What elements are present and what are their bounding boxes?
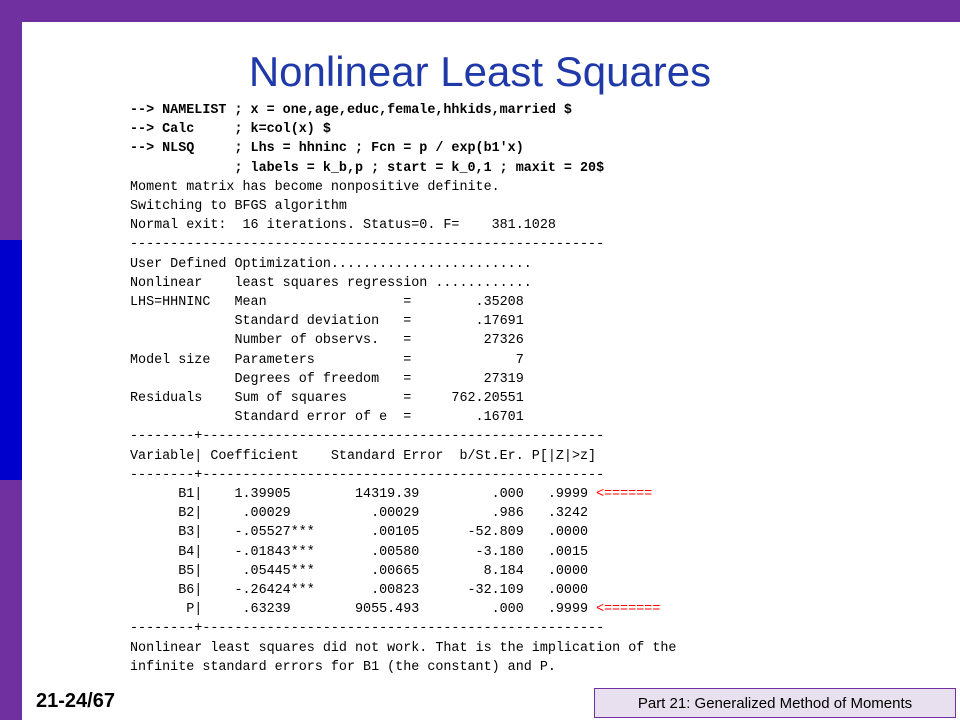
summary-line: Number of observs. = 27326: [130, 333, 524, 349]
summary-line: LHS=HHNINC Mean = .35208: [130, 295, 524, 311]
table-row: [130, 545, 588, 560]
footer-label: Part 21: Generalized Method of Moments: [594, 688, 956, 718]
command-line: ; labels = k_b,p ; start = k_0,1 ; maxit = 20$: [130, 160, 605, 176]
table-row: [130, 564, 588, 579]
table-separator: --------+--------------------------------------------------: [130, 429, 605, 445]
summary-line: Residuals Sum of squares = 762.20551: [130, 391, 524, 407]
command-line: --> NAMELIST ; x = one,age,educ,female,hhkids,married $: [130, 103, 572, 118]
table-row: [130, 583, 588, 598]
table-row-text: B2| .00029 .00029 .986 .3242: [130, 506, 589, 522]
conclusion-line: Nonlinear least squares did not work. That is the implication of the: [130, 640, 677, 656]
table-row: [130, 506, 588, 521]
top-accent-bar: [0, 0, 960, 22]
table-row-text: B6| -.26424*** .00823 -32.109 .0000: [130, 583, 589, 599]
warning-arrow: <======: [596, 487, 653, 503]
table-separator: --------+--------------------------------------------------: [130, 467, 605, 483]
summary-line: Nonlinear least squares regression ............: [130, 275, 532, 291]
table-row-text: B1| 1.39905 14319.39 .000 .9999: [130, 487, 597, 503]
summary-line: User Defined Optimization.........................: [130, 256, 532, 272]
left-accent-bar-top: [0, 0, 22, 240]
slide-title: Nonlinear Least Squares: [248, 48, 712, 95]
table-row-text: P| .63239 9055.493 .000 .9999: [130, 602, 597, 618]
left-accent-bar-middle: [0, 240, 22, 480]
program-output: [130, 101, 676, 677]
left-accent-bar-bottom: [0, 480, 22, 720]
command-line: --> Calc ; k=col(x) $: [130, 122, 331, 138]
table-row-text: B3| -.05527*** .00105 -52.809 .0000: [130, 525, 589, 541]
table-row-text: B5| .05445*** .00665 8.184 .0000: [130, 563, 589, 579]
summary-line: Standard error of e = .16701: [130, 410, 524, 426]
slide-number: 21-24/67: [36, 690, 115, 712]
separator-line: -----------------------------------------------------------: [130, 237, 605, 253]
log-line: Switching to BFGS algorithm: [130, 199, 347, 215]
table-row: [130, 525, 588, 540]
log-line: Normal exit: 16 iterations. Status=0. F= 381.1028: [130, 218, 556, 234]
table-row: [130, 602, 660, 617]
summary-line: Standard deviation = .17691: [130, 314, 524, 330]
warning-arrow: <=======: [596, 602, 661, 618]
log-line: Moment matrix has become nonpositive definite.: [130, 179, 500, 195]
table-separator: --------+--------------------------------------------------: [130, 621, 605, 637]
summary-line: Degrees of freedom = 27319: [130, 371, 524, 387]
command-line: --> NLSQ ; Lhs = hhninc ; Fcn = p / exp(b1'x): [130, 141, 524, 157]
table-row: [130, 487, 652, 502]
table-row-text: B4| -.01843*** .00580 -3.180 .0015: [130, 544, 589, 560]
conclusion-line: infinite standard errors for B1 (the constant) and P.: [130, 659, 556, 675]
summary-line: Model size Parameters = 7: [130, 352, 524, 368]
table-header: Variable| Coefficient Standard Error b/St.Er. P[|Z|>z]: [130, 448, 597, 464]
